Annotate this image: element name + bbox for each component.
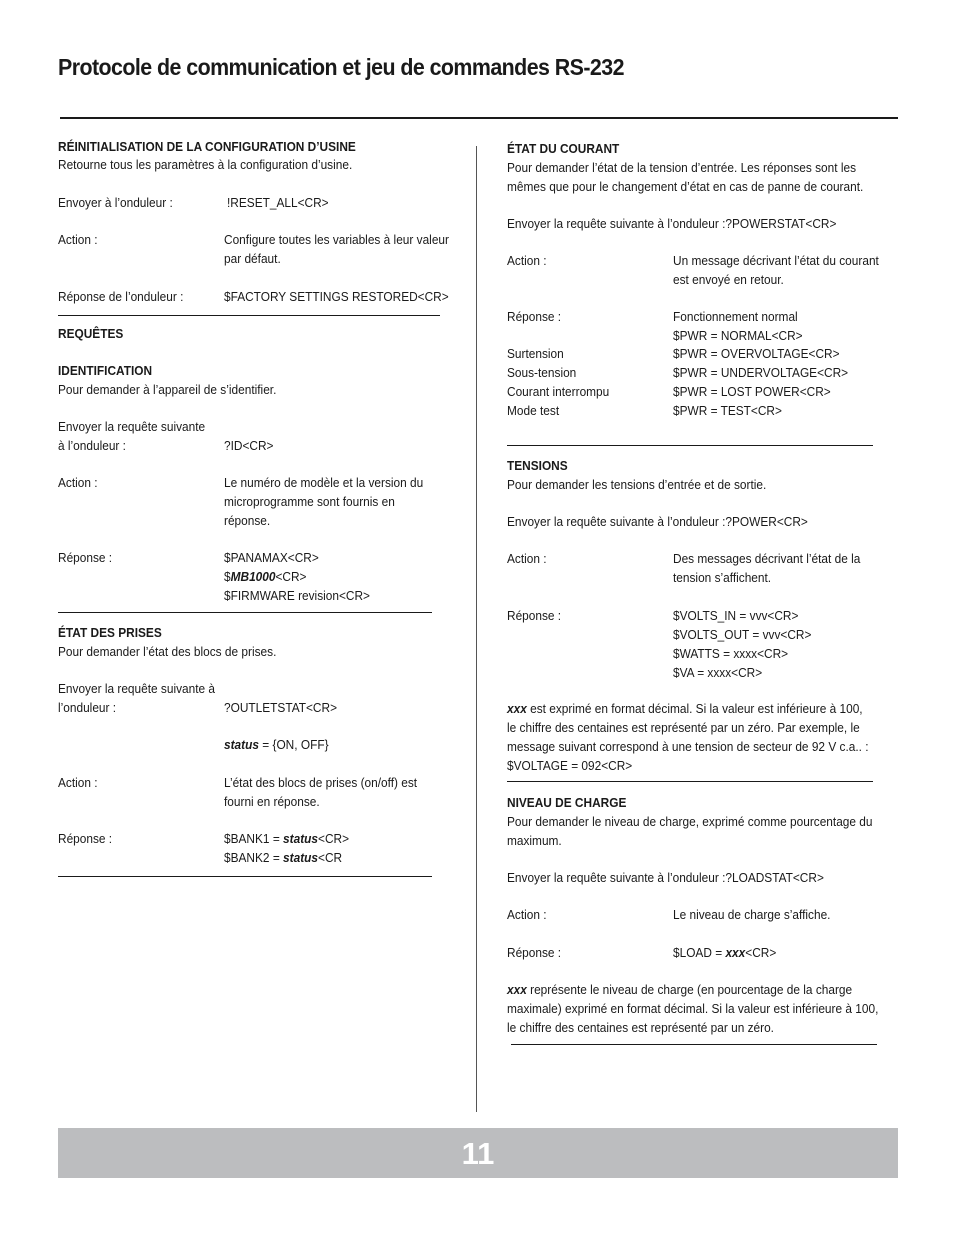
status-values: = {ON, OFF}	[258, 737, 329, 752]
state-value: $PWR = OVERVOLTAGE<CR>	[673, 346, 840, 361]
response-suffix: <CR>	[745, 945, 777, 960]
state-label: Fonctionnement normal	[673, 309, 798, 324]
section-heading: NIVEAU DE CHARGE	[507, 795, 627, 810]
section-divider	[511, 1044, 877, 1045]
response-suffix: <CR>	[275, 569, 307, 584]
action-label: Action :	[58, 232, 98, 247]
send-command: ?ID<CR>	[224, 438, 274, 453]
response-text: $FACTORY SETTINGS RESTORED<CR>	[224, 289, 449, 304]
model-number: MB1000	[230, 569, 276, 584]
state-label: Mode test	[507, 403, 560, 418]
response-text: $WATTS = xxxx<CR>	[673, 646, 789, 661]
response-prefix: $	[224, 569, 231, 584]
title-divider	[60, 117, 898, 119]
send-label: Envoyer la requête suivante	[58, 419, 206, 434]
send-label: Envoyer à l’onduleur :	[58, 195, 173, 210]
state-label: Surtension	[507, 346, 564, 361]
response-text: $VOLTS_OUT = vvv<CR>	[673, 627, 812, 642]
bank1-label: $BANK1 =	[224, 831, 284, 846]
action-label: Action :	[58, 775, 98, 790]
note-text: le chiffre des centaines est représenté par un zéro. Par exemple, le	[507, 720, 860, 735]
section-heading: ÉTAT DES PRISES	[58, 625, 162, 640]
action-text: Le numéro de modèle et la version du	[224, 475, 424, 490]
section-description: Pour demander les tensions d’entrée et de sortie.	[507, 477, 767, 492]
footer-bar	[58, 1128, 898, 1178]
send-label: à l’onduleur :	[58, 438, 126, 453]
action-text: par défaut.	[224, 251, 281, 266]
action-text: réponse.	[224, 513, 271, 528]
variable-name: xxx	[507, 701, 527, 716]
status-variable: status	[224, 737, 259, 752]
column-divider	[476, 146, 477, 1112]
section-heading: TENSIONS	[507, 458, 568, 473]
send-instruction: Envoyer la requête suivante à l’onduleur :?LOADSTAT<CR>	[507, 870, 824, 885]
section-heading: RÉINITIALISATION DE LA CONFIGURATION D’USINE	[58, 139, 356, 154]
response-label: Réponse :	[58, 550, 113, 565]
section-divider	[507, 445, 873, 446]
variable-name: xxx	[507, 982, 527, 997]
section-divider	[58, 315, 440, 316]
note-text: message suivant correspond à une tension de secteur de 92 V c.a.. :	[507, 739, 869, 754]
bank2-label: $BANK2 =	[224, 850, 284, 865]
section-heading: IDENTIFICATION	[58, 363, 153, 378]
note-text	[507, 981, 852, 1000]
state-value: $PWR = TEST<CR>	[673, 403, 782, 418]
section-description: Retourne tous les paramètres à la configuration d’usine.	[58, 157, 353, 172]
state-value: $PWR = NORMAL<CR>	[673, 328, 803, 343]
note-text: maximale) exprimé en format décimal. Si la valeur est inférieure à 100,	[507, 1001, 879, 1016]
action-text: Configure toutes les variables à leur valeur	[224, 232, 449, 247]
send-command: ?OUTLETSTAT<CR>	[224, 700, 338, 715]
state-value: $PWR = LOST POWER<CR>	[673, 384, 831, 399]
send-instruction: Envoyer la requête suivante à l’onduleur :?POWERSTAT<CR>	[507, 216, 837, 231]
response-label: Réponse :	[507, 608, 562, 623]
response-text: $PANAMAX<CR>	[224, 550, 319, 565]
note-text: est exprimé en format décimal. Si la valeur est inférieure à 100,	[526, 701, 863, 716]
variable-name: xxx	[725, 945, 746, 960]
action-text: L’état des blocs de prises (on/off) est	[224, 775, 418, 790]
state-value: $PWR = UNDERVOLTAGE<CR>	[673, 365, 849, 380]
response-bank1	[224, 830, 349, 849]
state-label: Courant interrompu	[507, 384, 610, 399]
section-description: Pour demander l’état des blocs de prises.	[58, 644, 277, 659]
action-text: Un message décrivant l’état du courant	[673, 253, 879, 268]
section-description: Pour demander l’état de la tension d’entrée. Les réponses sont les	[507, 160, 857, 175]
action-text: est envoyé en retour.	[673, 272, 784, 287]
response-text: $FIRMWARE revision<CR>	[224, 588, 370, 603]
section-divider	[507, 781, 873, 782]
send-instruction: Envoyer la requête suivante à l’onduleur :?POWER<CR>	[507, 514, 808, 529]
response-text: $VA = xxxx<CR>	[673, 665, 763, 680]
response-label: Réponse :	[507, 309, 562, 324]
action-label: Action :	[507, 253, 547, 268]
section-description: maximum.	[507, 833, 562, 848]
response-label: Réponse de l’onduleur :	[58, 289, 184, 304]
note-text: $VOLTAGE = 092<CR>	[507, 758, 633, 773]
action-text: microprogramme sont fournis en	[224, 494, 395, 509]
send-command: !RESET_ALL<CR>	[227, 195, 329, 210]
response-bank2	[224, 849, 342, 868]
action-label: Action :	[507, 551, 547, 566]
response-label: Réponse :	[58, 831, 113, 846]
send-label: Envoyer la requête suivante à	[58, 681, 216, 696]
page-title: Protocole de communication et jeu de commandes RS-232	[58, 54, 624, 80]
response-suffix: <CR	[318, 850, 343, 865]
response-prefix: $LOAD =	[673, 945, 726, 960]
response-load	[673, 944, 776, 963]
requests-heading: REQUÊTES	[58, 326, 124, 341]
response-model-line	[224, 568, 306, 587]
action-text: tension s’affichent.	[673, 570, 772, 585]
note-text: représente le niveau de charge (en pourcentage de la charge	[526, 982, 853, 997]
status-variable: status	[283, 850, 319, 865]
action-label: Action :	[507, 907, 547, 922]
response-label: Réponse :	[507, 945, 562, 960]
section-description: mêmes que pour le changement d’état en cas de panne de courant.	[507, 179, 864, 194]
response-suffix: <CR>	[318, 831, 350, 846]
action-text: fourni en réponse.	[224, 794, 320, 809]
status-variable: status	[283, 831, 319, 846]
send-label: l’onduleur :	[58, 700, 117, 715]
note-text	[507, 700, 863, 719]
action-label: Action :	[58, 475, 98, 490]
section-divider	[58, 876, 432, 877]
status-definition	[224, 736, 329, 755]
note-text: le chiffre des centaines est représenté par un zéro.	[507, 1020, 774, 1035]
action-text: Le niveau de charge s’affiche.	[673, 907, 831, 922]
response-text: $VOLTS_IN = vvv<CR>	[673, 608, 799, 623]
section-description: Pour demander à l’appareil de s’identifier.	[58, 382, 277, 397]
section-description: Pour demander le niveau de charge, exprimé comme pourcentage du	[507, 814, 873, 829]
section-divider	[58, 612, 432, 613]
action-text: Des messages décrivant l’état de la	[673, 551, 861, 566]
section-heading: ÉTAT DU COURANT	[507, 141, 620, 156]
page-number: 11	[461, 1136, 495, 1171]
state-label: Sous-tension	[507, 365, 577, 380]
